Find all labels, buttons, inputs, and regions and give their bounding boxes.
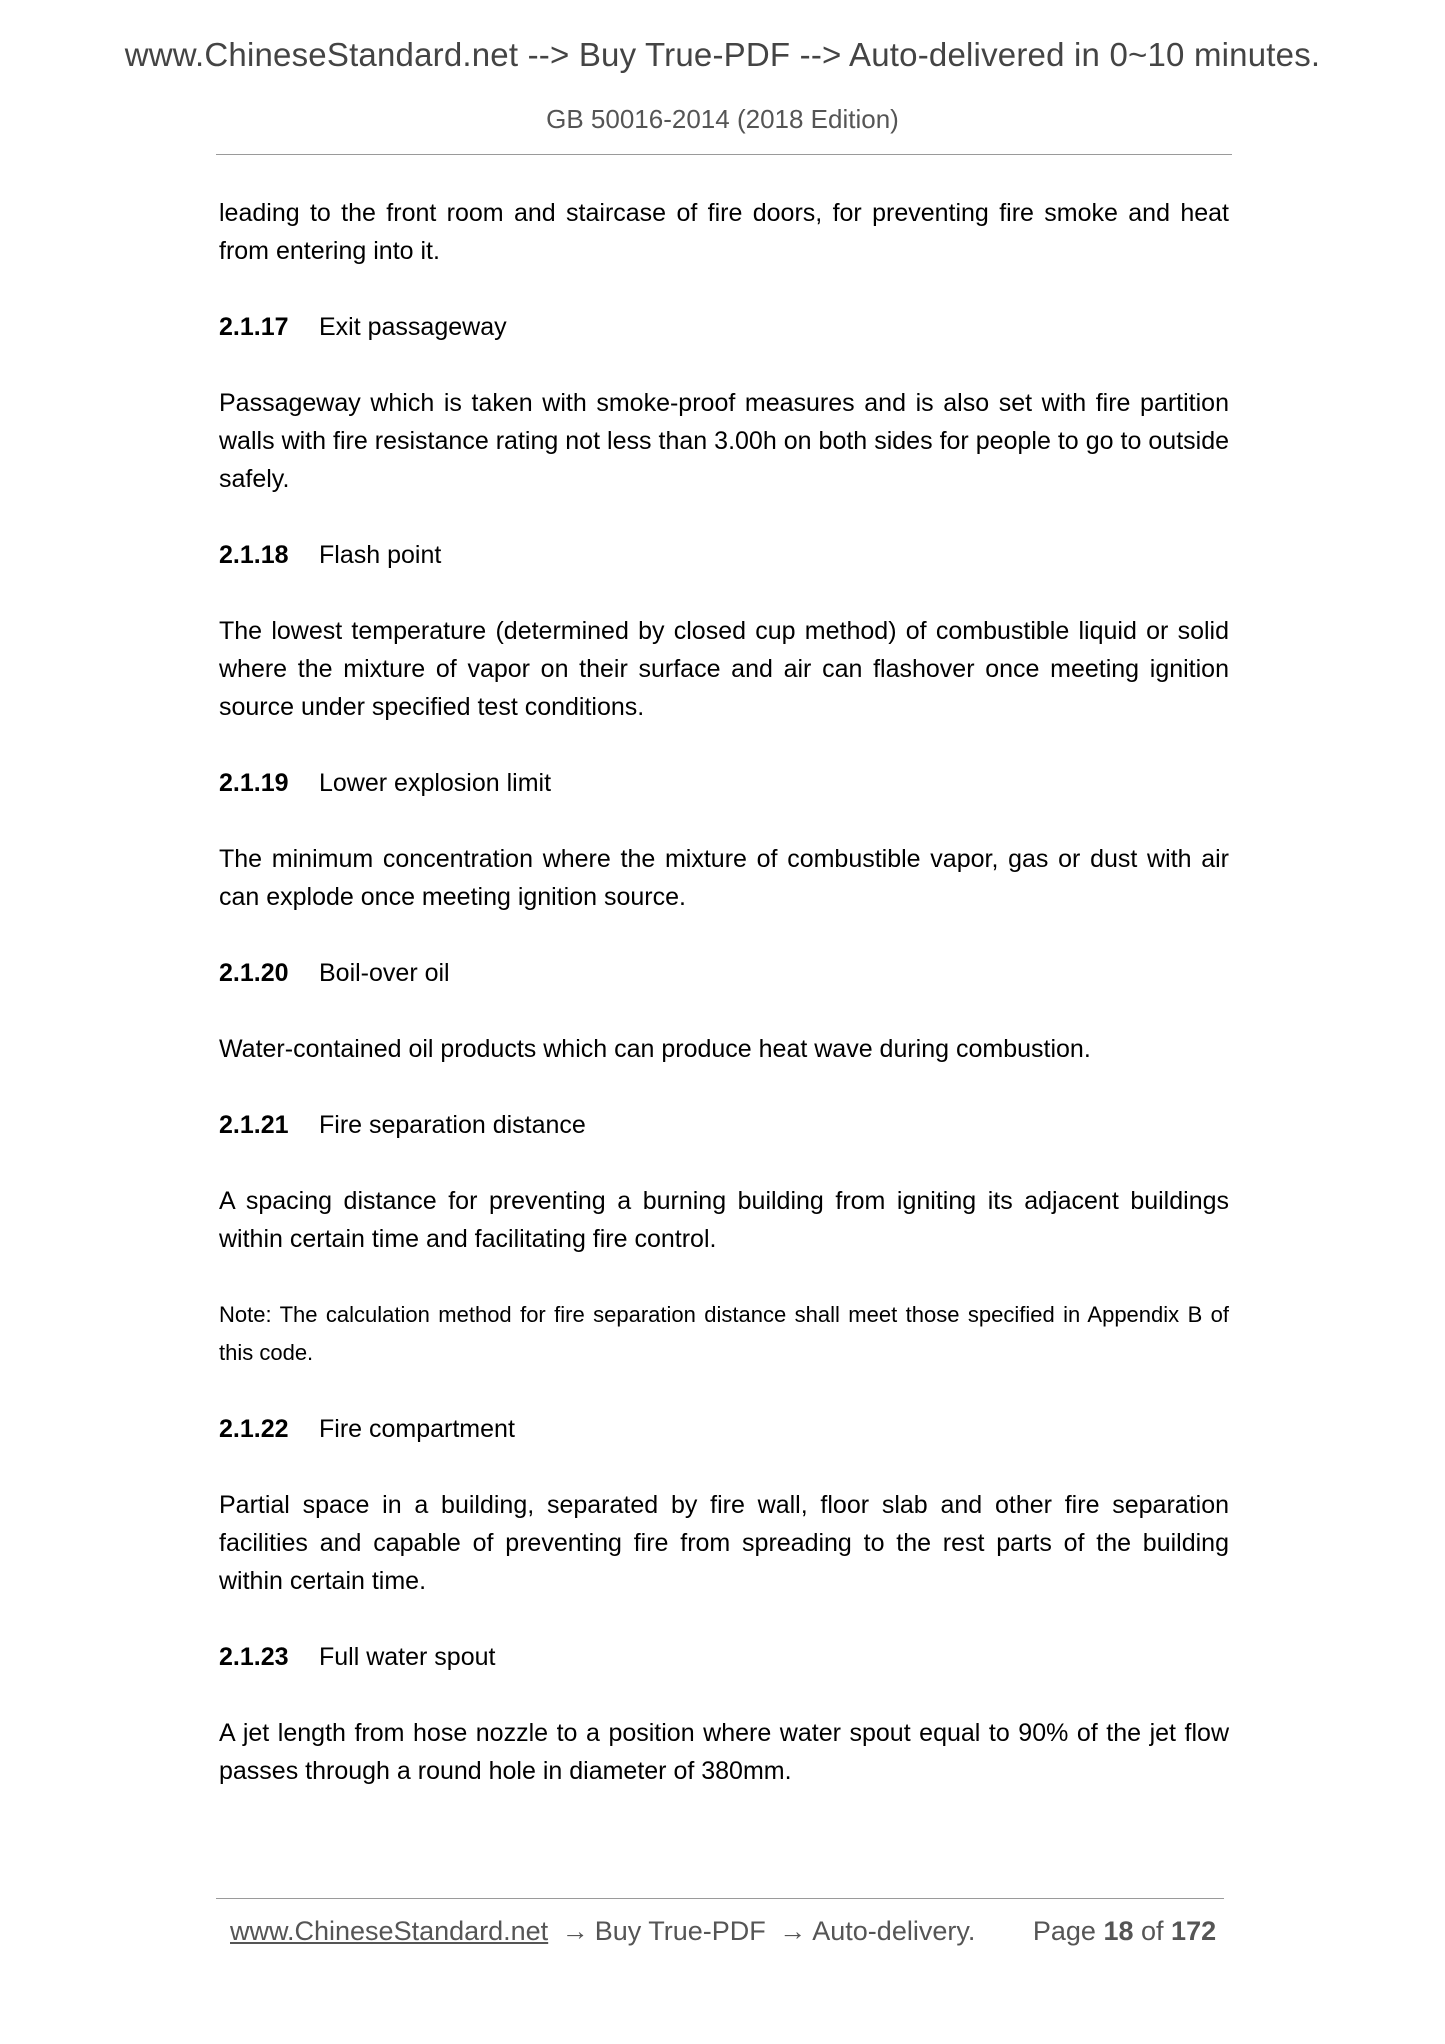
term-definition: Passageway which is taken with smoke-proof measures and is also set with fire partition walls with fire resistance rating not less than 3.00h on both sides for people to go to outside safely. [219, 389, 1229, 493]
term-number: 2.1.17 [219, 313, 289, 341]
term-title: Lower explosion limit [319, 769, 552, 797]
term-title: Flash point [319, 541, 442, 569]
term-heading [219, 1638, 1229, 1676]
term-title: Boil-over oil [319, 959, 450, 987]
footer-delivery-text: Auto-delivery. [812, 1916, 976, 1946]
term-number: 2.1.19 [219, 769, 289, 797]
page-of: of [1141, 1916, 1164, 1946]
page-footer [230, 1916, 1216, 1947]
term-heading [219, 308, 1229, 346]
document-title: GB 50016-2014 (2018 Edition) [546, 104, 899, 134]
arrow-right-icon: → [779, 1916, 807, 1946]
term-heading [219, 1106, 1229, 1144]
term-title: Fire separation distance [319, 1111, 586, 1139]
term-heading [219, 1410, 1229, 1448]
arrow-right-icon: → [561, 1916, 589, 1946]
page-total: 172 [1171, 1916, 1217, 1946]
footer-site-link[interactable]: www.ChineseStandard.net [230, 1916, 549, 1946]
term-heading [219, 536, 1229, 574]
term-definition: A spacing distance for preventing a burning building from igniting its adjacent buildings within certain time and facilitating fire control. [219, 1187, 1229, 1253]
document-body [219, 194, 1229, 1828]
term-number: 2.1.20 [219, 959, 289, 987]
term-title: Fire compartment [319, 1415, 515, 1443]
term-number: 2.1.21 [219, 1111, 289, 1139]
term-title: Exit passageway [319, 313, 507, 341]
term-heading [219, 764, 1229, 802]
header-divider [216, 154, 1232, 155]
term-definition: The minimum concentration where the mixture of combustible vapor, gas or dust with air can explode once meeting ignition source. [219, 845, 1229, 911]
term-definition: Partial space in a building, separated by fire wall, floor slab and other fire separation facilities and capable of preventing fire from spreading to the rest parts of the building within certain time. [219, 1491, 1229, 1595]
term-note: Note: The calculation method for fire separation distance shall meet those specified in Appendix B of this code. [219, 1302, 1229, 1365]
footer-buy-text: Buy True-PDF [594, 1916, 766, 1946]
term-definition: Water-contained oil products which can produce heat wave during combustion. [219, 1035, 1091, 1063]
top-banner[interactable]: www.ChineseStandard.net --> Buy True-PDF --> Auto-delivered in 0~10 minutes. [124, 36, 1321, 73]
term-heading [219, 954, 1229, 992]
footer-divider [216, 1898, 1224, 1899]
term-definition: The lowest temperature (determined by closed cup method) of combustible liquid or solid where the mixture of vapor on their surface and air can flashover once meeting ignition source under specified test conditions. [219, 617, 1229, 721]
intro-paragraph: leading to the front room and staircase of fire doors, for preventing fire smoke and heat from entering into it. [219, 199, 1229, 265]
term-definition: A jet length from hose nozzle to a position where water spout equal to 90% of the jet flow passes through a round hole in diameter of 380mm. [219, 1719, 1229, 1785]
page-label: Page [1032, 1916, 1096, 1946]
term-number: 2.1.23 [219, 1643, 289, 1671]
term-number: 2.1.18 [219, 541, 289, 569]
term-number: 2.1.22 [219, 1415, 289, 1443]
term-title: Full water spout [319, 1643, 496, 1671]
page-current: 18 [1103, 1916, 1134, 1946]
